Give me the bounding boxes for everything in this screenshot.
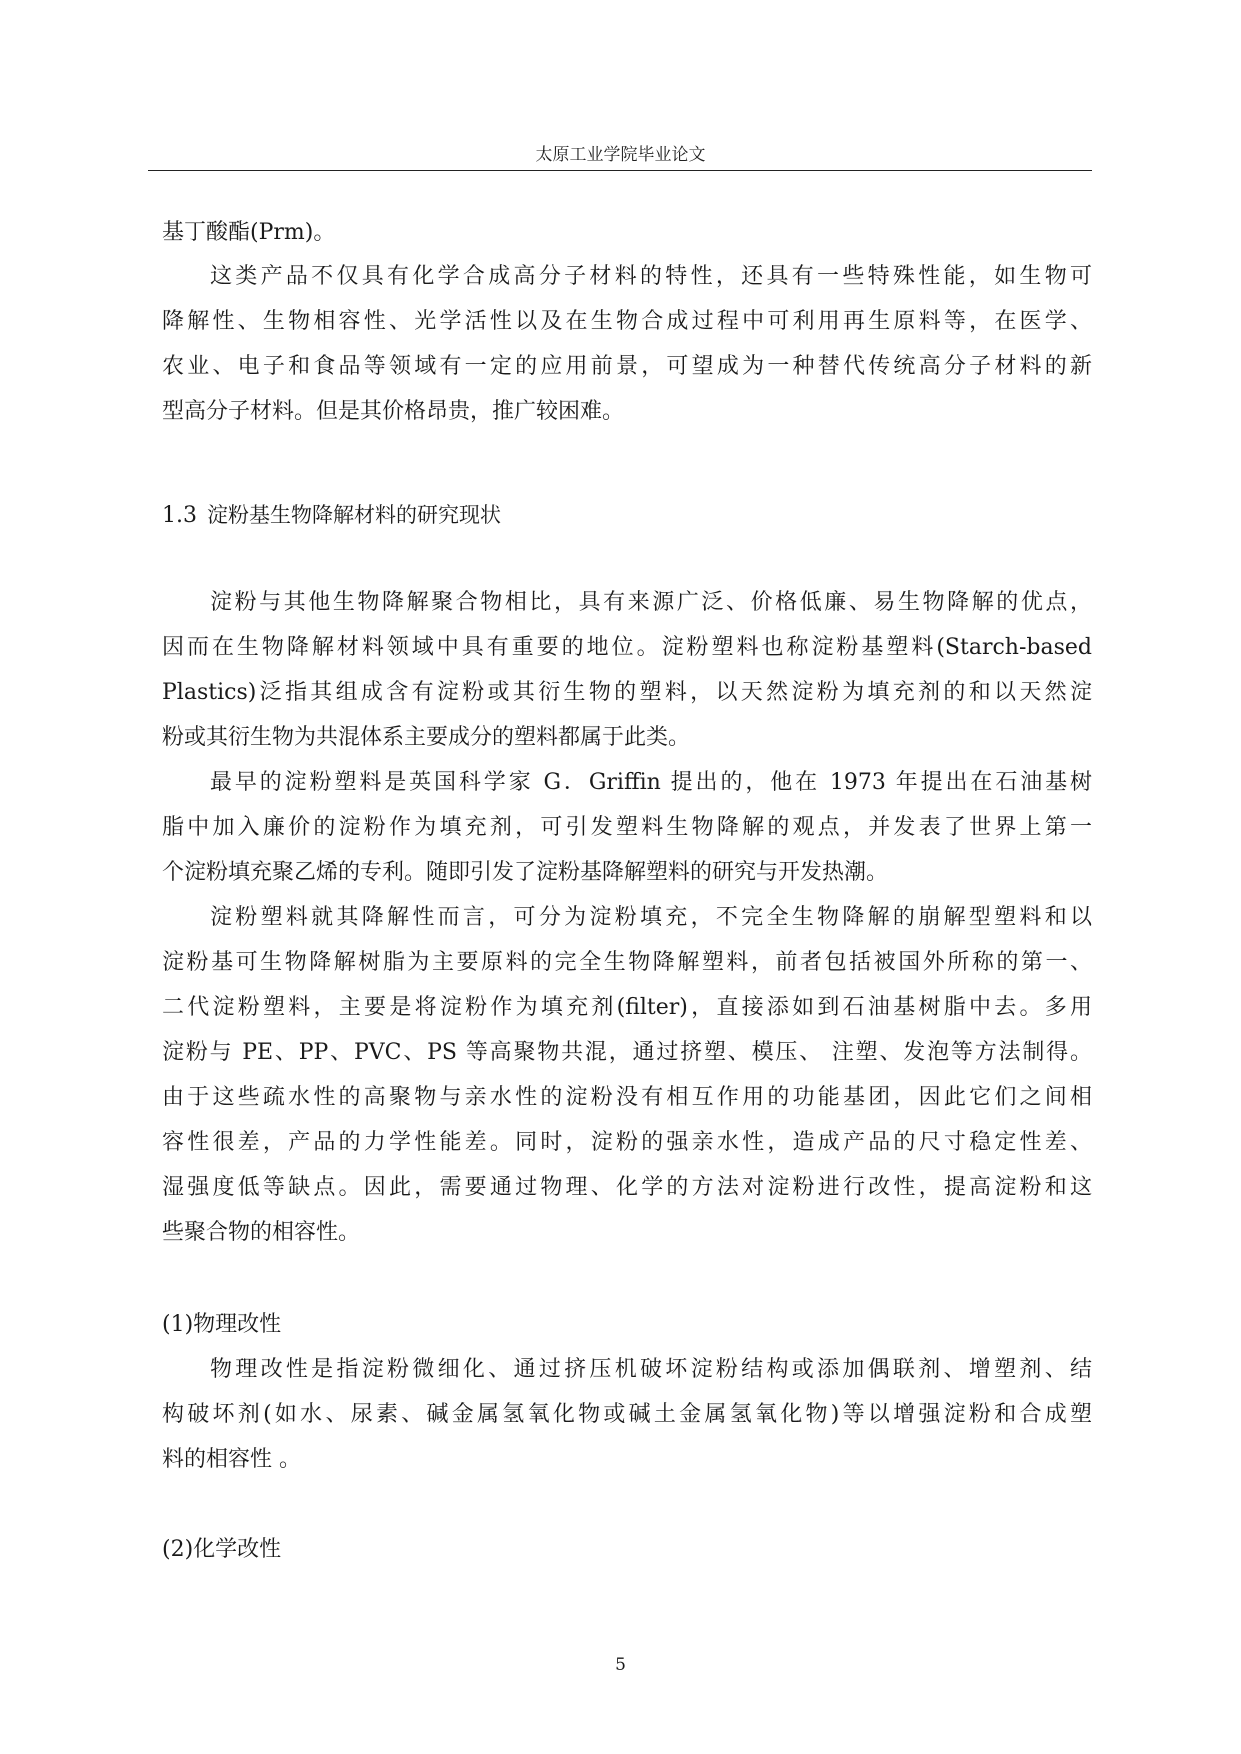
paragraph-line: Plastics)泛指其组成含有淀粉或其衍生物的塑料，以天然淀粉为填充剂的和以天然淀 xyxy=(162,680,1092,705)
paragraph-line: 些聚合物的相容性。 xyxy=(162,1220,361,1245)
paragraph-line: 粉或其衍生物为共混体系主要成分的塑料都属于此类。 xyxy=(162,725,691,750)
paragraph-line: 淀粉与 PE、PP、PVC、PS 等高聚物共混，通过挤塑、模压、 注塑、发泡等方法制得。 xyxy=(162,1040,1092,1065)
page-number: 5 xyxy=(615,1655,626,1675)
section-heading xyxy=(162,500,501,531)
running-header-title: 太原工业学院毕业论文 xyxy=(535,145,706,165)
paragraph-line: 由于这些疏水性的高聚物与亲水性的淀粉没有相互作用的功能基团，因此它们之间相 xyxy=(162,1085,1092,1110)
paragraph-line: 降解性、生物相容性、光学活性以及在生物合成过程中可利用再生原料等，在医学、 xyxy=(162,309,1092,334)
section-number: 1.3 xyxy=(162,503,197,528)
intro-first-line: 基丁酸酯(Prm)。 xyxy=(162,220,336,245)
paragraph-line: 淀粉塑料就其降解性而言，可分为淀粉填充，不完全生物降解的崩解型塑料和以 xyxy=(210,905,1092,930)
paragraph-line: 这类产品不仅具有化学合成高分子材料的特性，还具有一些特殊性能，如生物可 xyxy=(210,264,1092,289)
paragraph-line: 型高分子材料。但是其价格昂贵，推广较困难。 xyxy=(162,399,625,424)
header-divider xyxy=(148,170,1092,171)
subheading-physical: (1)物理改性 xyxy=(162,1312,282,1337)
paragraph-line: 容性很差，产品的力学性能差。同时，淀粉的强亲水性，造成产品的尺寸稳定性差、 xyxy=(162,1130,1092,1155)
paragraph-line: 湿强度低等缺点。因此，需要通过物理、化学的方法对淀粉进行改性，提高淀粉和这 xyxy=(162,1175,1092,1200)
paragraph-line: 个淀粉填充聚乙烯的专利。随即引发了淀粉基降解塑料的研究与开发热潮。 xyxy=(162,860,889,885)
paragraph-line: 构破坏剂(如水、尿素、碱金属氢氧化物或碱土金属氢氧化物)等以增强淀粉和合成塑 xyxy=(162,1402,1092,1427)
section-title: 淀粉基生物降解材料的研究现状 xyxy=(207,503,501,527)
paragraph-line: 最早的淀粉塑料是英国科学家 G．Griffin 提出的，他在 1973 年提出在石油基树 xyxy=(210,770,1092,795)
paragraph-line: 料的相容性 。 xyxy=(162,1447,301,1472)
paragraph-line: 因而在生物降解材料领域中具有重要的地位。淀粉塑料也称淀粉基塑料(Starch-based xyxy=(162,635,1092,660)
paragraph-line: 淀粉与其他生物降解聚合物相比，具有来源广泛、价格低廉、易生物降解的优点， xyxy=(210,590,1092,615)
paragraph-line: 物理改性是指淀粉微细化、通过挤压机破坏淀粉结构或添加偶联剂、增塑剂、结 xyxy=(210,1357,1092,1382)
paragraph-line: 淀粉基可生物降解树脂为主要原料的完全生物降解塑料，前者包括被国外所称的第一、 xyxy=(162,950,1092,975)
paragraph-line: 脂中加入廉价的淀粉作为填充剂，可引发塑料生物降解的观点，并发表了世界上第一 xyxy=(162,815,1092,840)
subheading-chemical: (2)化学改性 xyxy=(162,1537,282,1562)
paragraph-line: 农业、电子和食品等领域有一定的应用前景，可望成为一种替代传统高分子材料的新 xyxy=(162,354,1092,379)
paragraph-line: 二代淀粉塑料，主要是将淀粉作为填充剂(filter)，直接添如到石油基树脂中去。多用 xyxy=(162,995,1092,1020)
